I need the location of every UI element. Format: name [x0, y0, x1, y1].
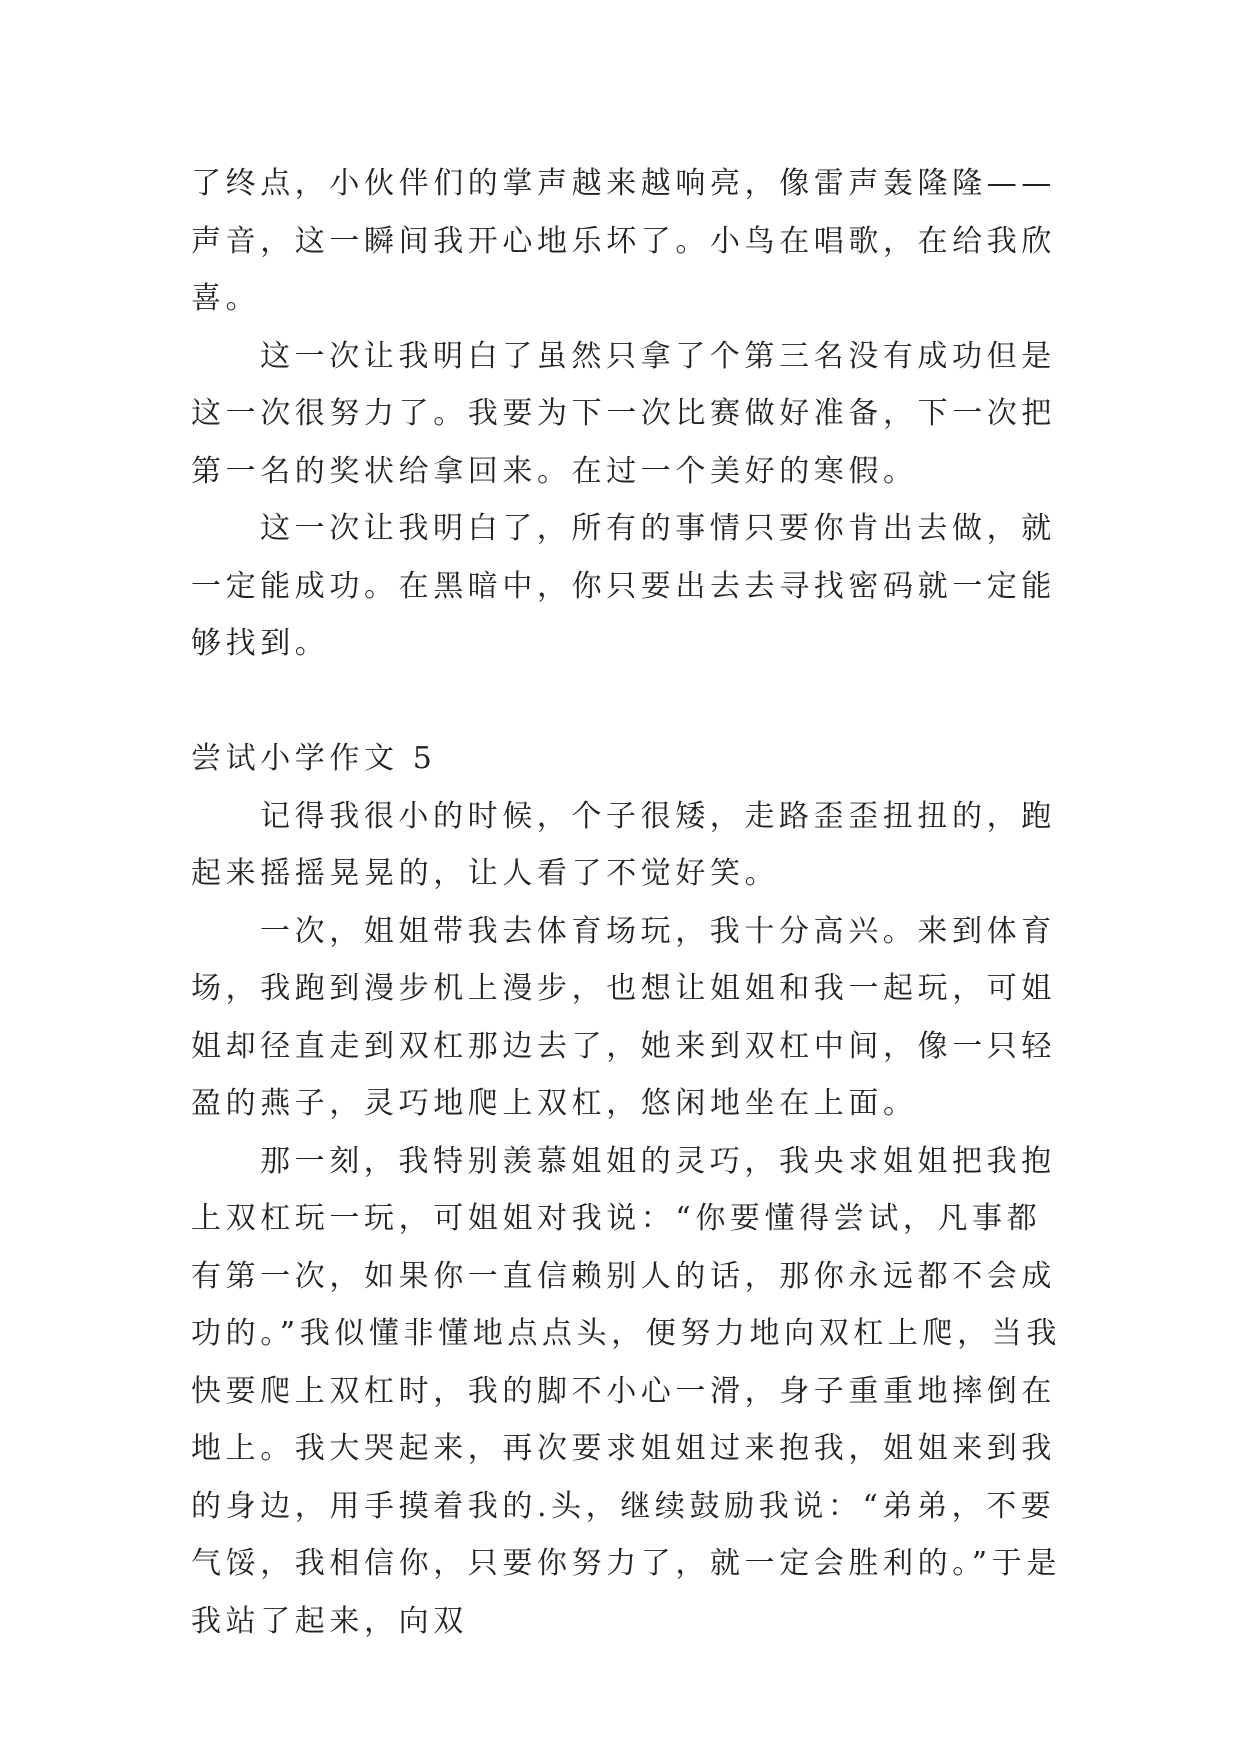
paragraph: 那一刻，我特别羡慕姐姐的灵巧，我央求姐姐把我抱上双杠玩一玩，可姐姐对我说：“你要懂得尝试，凡事都有第一次，如果你一直信赖别人的话，那你永远都不会成功的。”我似懂非懂地点点头，便努力地向双杠上爬，当我快要爬上双杠时，我的脚不小心一滑，身子重重地摔倒在地上。我大哭起来，再次要求姐姐过来抱我，姐姐来到我的身边，用手摸着我的.头，继续鼓励我说：“弟弟，不要气馁，我相信你，只要你努力了，就一定会胜利的。”于是我站了起来，向双	[191, 1143, 1061, 1639]
paragraph: 这一次让我明白了虽然只拿了个第三名没有成功但是这一次很努力了。我要为下一次比赛做好准备，下一次把第一名的奖状给拿回来。在过一个美好的寒假。	[191, 338, 1056, 489]
document-body	[191, 155, 1071, 1650]
paragraph: 了终点，小伙伴们的掌声越来越响亮，像雷声轰隆隆——声音，这一瞬间我开心地乐坏了。小鸟在唱歌，在给我欣喜。	[191, 166, 1056, 316]
paragraph: 这一次让我明白了，所有的事情只要你肯出去做，就一定能成功。在黑暗中，你只要出去去寻找密码就一定能够找到。	[191, 511, 1056, 661]
section-title: 尝试小学作文 5	[191, 741, 437, 776]
paragraph: 记得我很小的时候，个子很矮，走路歪歪扭扭的，跑起来摇摇晃晃的，让人看了不觉好笑。	[191, 798, 1056, 891]
paragraph: 一次，姐姐带我去体育场玩，我十分高兴。来到体育场，我跑到漫步机上漫步，也想让姐姐和我一起玩，可姐姐却径直走到双杠那边去了，她来到双杠中间，像一只轻盈的燕子，灵巧地爬上双杠，悠闲地坐在上面。	[191, 913, 1056, 1121]
